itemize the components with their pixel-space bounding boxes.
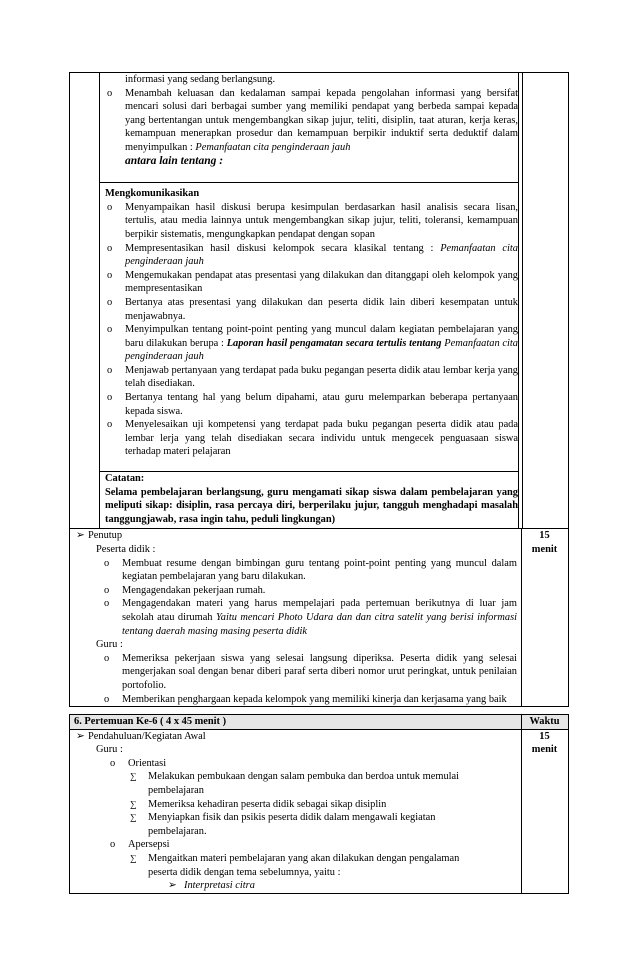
bullet-marker: o xyxy=(107,87,113,99)
time-value: 15 xyxy=(539,530,550,542)
pertemuan-title: 6. Pertemuan Ke-6 ( 4 x 45 menit ) xyxy=(70,715,522,729)
sigma-bullet-icon: ∑ xyxy=(130,812,137,823)
list-item: o Menyimpulkan tentang point-point penting yang muncul dalam kegiatan pembelajaran yang baru dilakukan berupa : Laporan hasil pengamatan secara tertulis tentang Pemanfaatan cita penginderaan jauh xyxy=(107,324,519,363)
list-item: ∑ Mengaitkan materi pembelajaran yang akan dilakukan dengan pengalaman peserta didik dengan tema sebelumnya, yaitu : xyxy=(130,852,460,878)
list-item: o Menyampaikan hasil diskusi berupa kesimpulan berdasarkan hasil analisis secara lisan, tertulis, atau media lainnya untuk mengembangkan sikap jujur, teliti, toleransi, kemampuan berpikir sistematis, mengungkapkan pendapat dengan sopan xyxy=(107,201,518,240)
list-item: o Mempresentasikan hasil diskusi kelompok secara klasikal tentang : Pemanfaatan cita penginderaan jauh xyxy=(107,242,518,268)
list-item: o Mengemukakan pendapat atas presentasi yang dilakukan dan ditanggapi oleh kelompok yang mempresentasikan xyxy=(107,269,518,295)
time-value: 15 xyxy=(539,730,550,742)
section-heading: Mengkomunikasikan xyxy=(105,188,200,200)
table-header xyxy=(70,715,568,730)
inner-box xyxy=(99,73,519,528)
time-unit: menit xyxy=(531,544,558,555)
list-item: o Mengagendakan pekerjaan rumah. xyxy=(104,584,266,596)
arrow-bullet-icon: ➢ xyxy=(76,530,85,542)
activity-table xyxy=(69,72,569,707)
penutup-cell xyxy=(70,529,522,706)
list-item: ∑ Memeriksa kehadiran peserta didik sebagai sikap disiplin xyxy=(130,798,387,810)
list-item: o Menyelesaikan uji kompetensi yang terdapat pada buku pegangan peserta didik atau pada lembar lerja yang telah disediakan secara individu untuk mengecek penguasaan siswa terhadap materi pelajaran xyxy=(107,419,518,458)
list-item: o Menjawab pertanyaan yang terdapat pada buku pegangan peserta didik atau lembar kerja yang telah disediakan. xyxy=(107,364,518,390)
elaborasi-section xyxy=(100,73,518,183)
interpretasi-item: ➢ Interpretasi citra xyxy=(168,880,255,892)
bullet-marker: o xyxy=(107,269,113,281)
waktu-header: Waktu xyxy=(529,716,560,727)
pendahuluan-heading: ➢ Pendahuluan/Kegiatan Awal xyxy=(76,730,206,742)
bullet-marker: o xyxy=(107,296,113,308)
mengkomunikasikan-section xyxy=(100,183,518,472)
bullet-marker: o xyxy=(107,324,113,336)
sigma-bullet-icon: ∑ xyxy=(130,798,137,809)
bullet-marker: o xyxy=(104,557,110,569)
apersepsi-heading: o Apersepsi xyxy=(110,839,170,851)
bullet-marker: o xyxy=(107,201,113,213)
list-item: o Bertanya atas presentasi yang dilakukan dan peserta didik lain diberi kesempatan untuk menjawabnya. xyxy=(107,296,518,322)
list-item: o Mengagendakan materi yang harus mempelajari pada pertemuan berikutnya di luar jam sekolah atau dirumah Yaitu mencari Photo Udara dan dan citra satelit yang berisi informasi tentang daerah masing masing peserta didik xyxy=(104,598,517,637)
bullet-marker: o xyxy=(110,839,116,851)
pendahuluan-row xyxy=(70,730,568,893)
penutup-row xyxy=(70,528,568,706)
activity-main-cell xyxy=(70,73,523,528)
bullet-marker: o xyxy=(107,364,113,376)
pertemuan-table xyxy=(69,714,569,894)
bullet-marker: o xyxy=(104,693,110,705)
catatan-section xyxy=(100,472,518,528)
pendahuluan-cell xyxy=(70,730,522,893)
catatan-text: Selama pembelajaran berlangsung, guru mengamati sikap siswa dalam pembelajaran yang meliputi sikap: disiplin, rasa percaya diri, berperilaku jujur, tangguh menghadapi masalah tanggungjawab, rasa ingin tahu, peduli lingkungan) xyxy=(105,486,518,525)
continued-line: informasi yang sedang berlangsung. xyxy=(125,74,276,85)
time-column xyxy=(524,73,568,706)
penutup-heading: ➢ Penutup xyxy=(76,530,123,542)
bullet-marker: o xyxy=(104,598,110,610)
sigma-bullet-icon: ∑ xyxy=(130,852,137,863)
bullet-marker: o xyxy=(107,419,113,431)
arrow-bullet-icon: ➢ xyxy=(76,730,85,742)
list-item: ∑ Melakukan pembukaan dengan salam pembuka dan berdoa untuk memulai pembelajaran xyxy=(130,771,460,796)
list-item: o Memberikan penghargaan kepada kelompok yang memiliki kinerja dan kerjasama yang baik xyxy=(104,693,507,705)
list-item: o Menambah keluasan dan kedalaman sampai kepada pengolahan informasi yang bersifat mencari solusi dari berbagai sumber yang memiliki pendapat yang berbeda sampai kepada yang bertentangan untuk mengembangkan sikap jujur, teliti, disiplin, taat aturan, kerja keras, kemampuan menerapkan prosedur dan kemampuan berpikir induktif serta deduktif dalam menyimpulkan : Pemanfaatan cita penginderaan jauh antara lain tentang : xyxy=(107,87,518,167)
bullet-marker: o xyxy=(107,392,113,404)
list-item: o Memeriksa pekerjaan siswa yang selesai langsung diperiksa. Peserta didik yang selesai mengerjakan soal dengan benar diberi paraf serta diberi nomor urut peringkat, untuk penilaian portofolio. xyxy=(104,652,517,691)
sigma-bullet-icon: ∑ xyxy=(130,771,137,782)
catatan-heading: Catatan: xyxy=(105,473,145,485)
arrow-bullet-icon: ➢ xyxy=(168,880,177,892)
peserta-label: Peserta didik : xyxy=(96,544,156,555)
bullet-marker: o xyxy=(104,652,110,664)
pendahuluan-time-cell xyxy=(522,730,567,893)
list-item: o Bertanya tentang hal yang belum dipahami, atau guru melemparkan beberapa pertanyaan kepada siswa. xyxy=(107,392,518,417)
list-item: o Membuat resume dengan bimbingan guru tentang point-point penting yang muncul dalam kegiatan pembelajaran yang baru dilakukan. xyxy=(104,557,517,583)
orientasi-heading: o Orientasi xyxy=(110,757,167,769)
bullet-marker: o xyxy=(110,757,116,769)
time-unit: menit xyxy=(531,744,558,756)
document-page xyxy=(69,72,569,707)
guru-label: Guru : xyxy=(96,639,123,651)
bullet-marker: o xyxy=(104,584,110,596)
list-item: ∑ Menyiapkan fisik dan psikis peserta didik dalam mengawali kegiatan pembelajaran. xyxy=(130,812,436,837)
bullet-marker: o xyxy=(107,242,113,254)
guru-label: Guru : xyxy=(96,744,123,756)
